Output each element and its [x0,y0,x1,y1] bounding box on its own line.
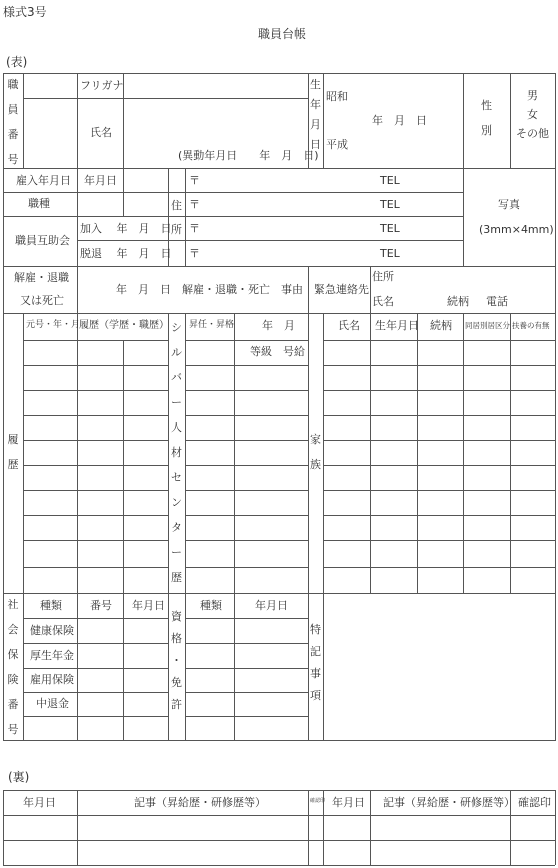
retire-label-line1: 解雇・退職 [14,271,69,284]
col-year-month: 年 月 [262,319,295,332]
page-title: 職員台帳 [258,27,307,41]
sex-label: 性 別 [481,99,492,137]
insurance-col-number: 番号 [90,599,112,612]
furigana-label: フリガナ [80,79,124,92]
photo-label: 写真 [498,198,520,211]
mutual-join-label: 加入 年 月 日 [80,222,172,235]
heisei-label: 平成 [326,138,348,151]
insurance-row-health: 健康保険 [30,624,74,637]
insurance-row-pension: 厚生年金 [30,649,74,662]
zip-mark-1: 〒 [189,174,200,187]
tel-label-3: TEL [380,222,400,235]
photo-size-label: (3mm×4mm) [479,223,554,236]
emergency-phone-label: 電話 [486,295,508,308]
family-col-cohabitation: 同居別居区分 [465,321,510,330]
name-label: 氏名 [90,126,112,139]
tel-label-1: TEL [380,174,400,187]
birth-date-label: 生 年 月 日 [310,78,321,151]
hire-ymd-label: 年月日 [84,174,117,187]
family-col-dependent: 扶養の有無 [512,321,550,330]
col-education-career: 履歴（学歴・職歴） [79,320,169,331]
qualification-col-type: 種類 [200,599,222,612]
qualification-label: 資 格 ・ 免 許 [171,610,182,711]
silver-center-history-label: シ ル バ ー 人 材 セ ン タ ー 歴 [171,321,182,584]
hire-date-label: 雇入年月日 [16,174,71,187]
grade-label: 等級 号給 [250,345,305,358]
back-side-label: (裏) [8,770,30,784]
retire-reason-text: 年 月 日 解雇・退職・死亡 事由 [116,283,303,296]
col-era-year-month: 元号・年・月 [26,320,81,330]
address-label: 住 所 [171,199,182,236]
zip-mark-3: 〒 [189,222,200,235]
social-insurance-label: 社 会 保 険 番 号 [7,598,19,736]
job-type-label: 職種 [28,197,50,210]
form-number: 様式3号 [3,5,47,19]
family-col-relation: 続柄 [430,319,452,332]
back-col-check-left: 確認印 [310,798,326,804]
back-col-date-left: 年月日 [23,796,56,809]
family-col-birth: 生年月日 [375,319,419,332]
back-col-note-right: 記事（昇給歴・研修歴等） [383,796,515,809]
transfer-date-label: (異動年月日 年 月 日) [178,149,319,162]
emergency-contact-label: 緊急連絡先 [314,283,369,296]
emergency-relation-label: 続柄 [447,295,469,308]
family-label: 家 族 [310,433,321,471]
insurance-row-employment: 雇用保険 [30,673,74,686]
insurance-row-retirement: 中退金 [36,697,69,710]
retire-label-line2: 又は死亡 [20,294,64,307]
col-promotion: 昇任・昇格 [189,320,235,330]
tel-label-2: TEL [380,198,400,211]
staff-number-label: 職 員 番 号 [7,78,19,166]
qualification-col-date: 年月日 [255,599,288,612]
emergency-name-label: 氏名 [372,295,394,308]
emergency-address-label: 住所 [372,270,394,283]
front-side-label: (表) [6,55,28,69]
back-col-date-right: 年月日 [332,796,365,809]
zip-mark-4: 〒 [189,247,200,260]
showa-label: 昭和 [326,90,348,103]
insurance-col-type: 種類 [40,599,62,612]
insurance-col-date: 年月日 [132,599,165,612]
family-col-name: 氏名 [338,319,360,332]
zip-mark-2: 〒 [189,198,200,211]
back-col-note-left: 記事（昇給歴・研修歴等） [134,796,266,809]
tel-label-4: TEL [380,247,400,260]
birth-ymd-label: 年 月 日 [372,114,427,127]
mutual-leave-label: 脱退 年 月 日 [80,247,172,260]
sex-options: 男 女 その他 [516,89,549,140]
history-label: 履 歴 [7,433,19,471]
special-remarks-label: 特 記 事 項 [310,623,321,702]
back-col-check-right: 確認印 [518,796,551,809]
mutual-aid-label: 職員互助会 [15,234,70,247]
